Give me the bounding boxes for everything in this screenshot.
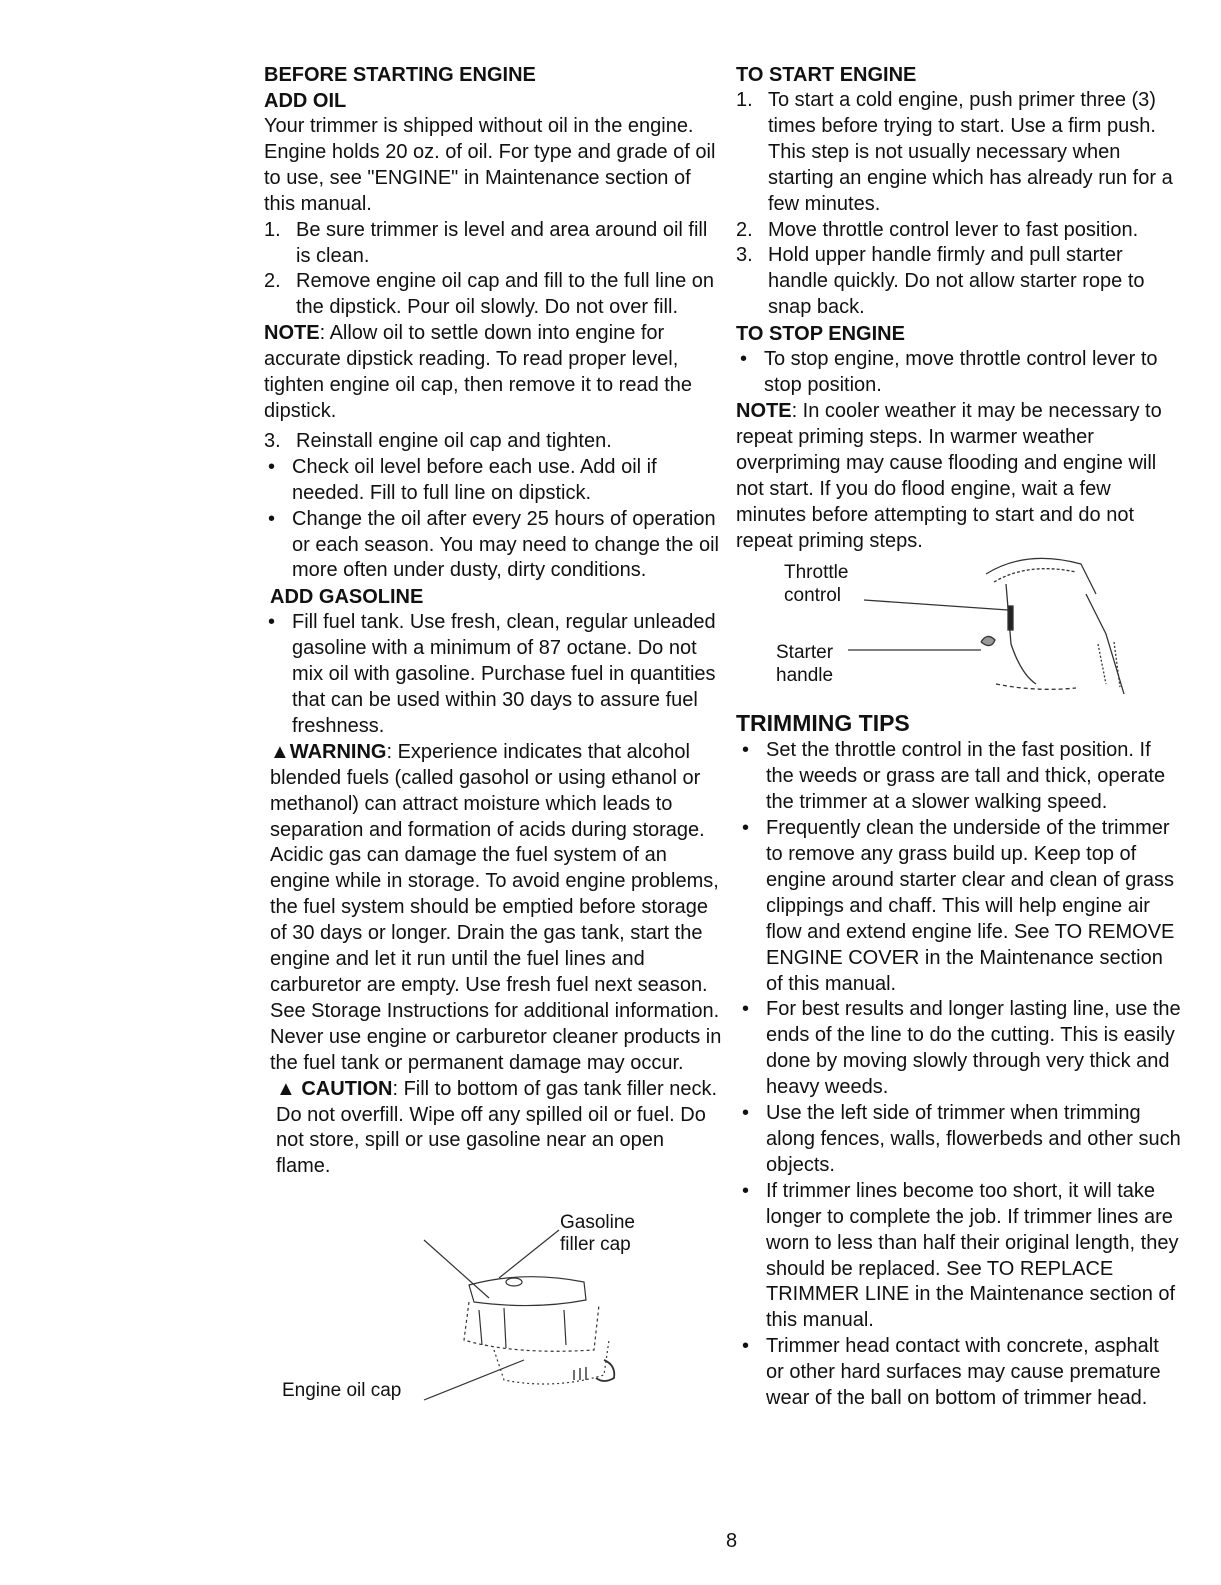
list-item: • To stop engine, move throttle control lever to stop position. (740, 348, 1158, 397)
left-column (264, 62, 724, 1410)
heading-before-starting-engine: BEFORE STARTING ENGINE (264, 64, 536, 86)
list-item: 3. Reinstall engine oil cap and tighten. (264, 429, 612, 452)
list-item: • Set the throttle control in the fast position. If the weeds or grass are tall and thick, operate the trimmer at a slower walking speed. (742, 739, 1166, 814)
list-item: • Frequently clean the underside of the trimmer to remove any grass build up. Keep top of engine around starter clear and clean of grass clippings and chaff. This will help engine air flow and extend engine life. See TO REMOVE ENGINE COVER in the Maintenance section of this manual. (742, 817, 1175, 995)
list-item: 1. To start a cold engine, push primer three (3) times before trying to start. Use a firm push. This step is not usually necessary when starting an engine which has already run for a few minutes. (736, 89, 1173, 215)
heading-to-stop-engine: TO STOP ENGINE (736, 323, 905, 346)
throttle-starter-figure (736, 554, 1181, 704)
trimming-tips-list (738, 738, 1181, 1412)
starter-label: Starter (776, 642, 834, 664)
caution-paragraph: ▲ CAUTION: Fill to bottom of gas tank filler neck. Do not overfill. Wipe off any spilled oil or fuel. Do not store, spill or use gasoline near an open flame. (276, 1077, 718, 1178)
start-steps (736, 88, 1181, 321)
heading-to-start-engine: TO START ENGINE (736, 64, 917, 86)
list-item: 3. Hold upper handle firmly and pull starter handle quickly. Do not allow starter rope to snap back. (736, 244, 1145, 319)
list-item: • Change the oil after every 25 hours of operation or each season. You may need to change the oil more often under dusty, dirty conditions. (268, 507, 719, 582)
oil-bullets (264, 455, 724, 585)
heading-trimming-tips: TRIMMING TIPS (736, 710, 910, 737)
stop-bullets (736, 347, 1181, 399)
right-column (736, 62, 1181, 1412)
list-item: 1. Be sure trimmer is level and area around oil fill is clean. (264, 218, 708, 267)
list-item: • Fill fuel tank. Use fresh, clean, regular unleaded gasoline with a minimum of 87 octane. Do not mix oil with gasoline. Purchase fuel in quantities that can be used within 30 days to assure fuel freshness. (268, 611, 716, 737)
heading-add-oil: ADD OIL (264, 90, 347, 112)
add-oil-intro: Your trimmer is shipped without oil in the engine. Engine holds 20 oz. of oil. For type and grade of oil to use, see "ENGINE" in Maintenance section of this manual. (264, 115, 716, 215)
weather-note: NOTE: In cooler weather it may be necessary to repeat priming steps. In warmer weather overpriming may cause flooding and engine will not start. If you do flood engine, wait a few minutes before attempting to start and do not repeat priming steps. (736, 399, 1162, 552)
control-label: control (784, 585, 842, 607)
throttle-label: Throttle (784, 562, 849, 584)
list-item: • Check oil level before each use. Add oil if needed. Fill to full line on dipstick. (268, 455, 657, 504)
list-item: • If trimmer lines become too short, it will take longer to complete the job. If trimmer lines are worn to less than half their original length, they should be replaced. See TO REPLACE TRIMMER LINE in the Maintenance section of this manual. (742, 1179, 1179, 1332)
gasoline-label: Gasoline (560, 1212, 635, 1234)
engine-oil-cap-label: Engine oil cap (282, 1380, 402, 1402)
list-item: • Trimmer head contact with concrete, asphalt or other hard surfaces may cause premature wear of the ball on bottom of trimmer head. (742, 1335, 1161, 1410)
handle-label: handle (776, 665, 834, 687)
filler-cap-label: filler cap (560, 1234, 631, 1256)
add-oil-step-3 (264, 429, 724, 455)
list-item: 2. Move throttle control lever to fast position. (736, 218, 1139, 241)
list-item: • For best results and longer lasting line, use the ends of the line to do the cutting. This is easily done by moving slowly through very thick and heavy weeds. (742, 998, 1181, 1099)
heading-add-gasoline: ADD GASOLINE (270, 586, 424, 609)
warning-paragraph: ▲WARNING: Experience indicates that alcohol blended fuels (called gasohol or using ethanol or methanol) can attract moisture which leads to separation and formation of acids during storage. Acidic gas can damage the fuel system of an engine while in storage. To avoid engine problems, the fuel system should be emptied before storage of 30 days or longer. Drain the gas tank, start the engine and let it run until the fuel lines and carburetor are empty. Use fresh fuel next season. See Storage Instructions for additional information. Never use engine or carburetor cleaner products in the fuel tank or permanent damage may occur. (270, 740, 722, 1074)
caution-icon: ▲ (276, 1077, 302, 1100)
add-oil-steps (264, 218, 724, 322)
gasoline-bullets (264, 610, 724, 740)
oil-note: NOTE: Allow oil to settle down into engine for accurate dipstick reading. To read proper level, tighten engine oil cap, then remove it to read the dipstick. (264, 322, 693, 422)
list-item: 2. Remove engine oil cap and fill to the full line on the dipstick. Pour oil slowly. Do not over fill. (264, 270, 715, 319)
gasoline-filler-figure (264, 1210, 724, 1410)
list-item: • Use the left side of trimmer when trimming along fences, walls, flowerbeds and other such objects. (742, 1102, 1181, 1176)
warning-icon: ▲ (270, 740, 290, 763)
page-number: 8 (726, 1530, 738, 1552)
